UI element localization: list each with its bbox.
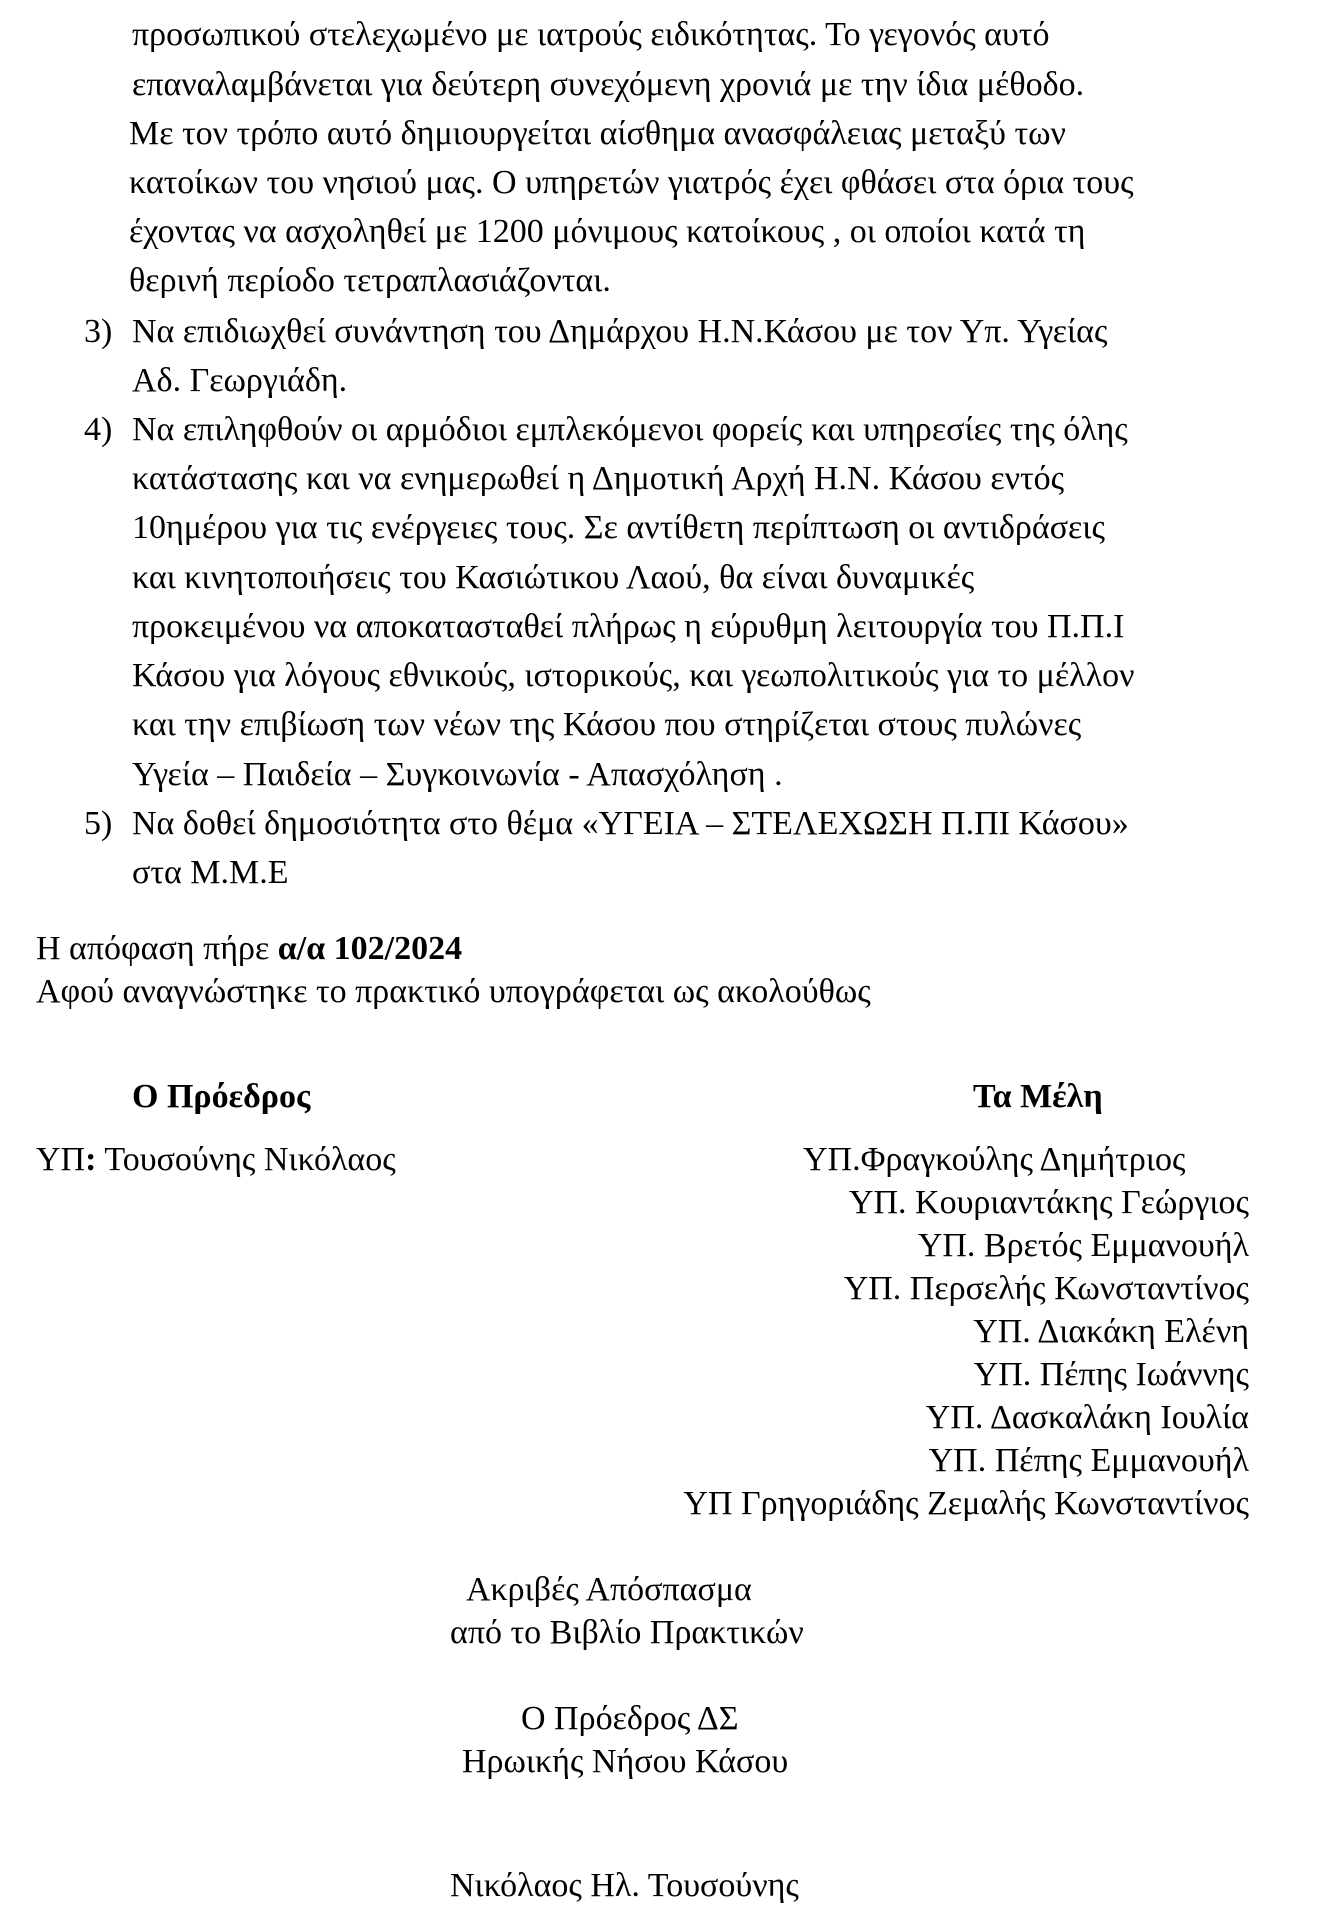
- member-name: ΥΠ. Δασκαλάκη Ιουλία: [925, 1399, 1249, 1436]
- intro-line: επαναλαμβάνεται για δεύτερη συνεχόμενη χρονιά με την ίδια μέθοδο.: [132, 66, 1085, 103]
- president-prefix: ΥΠ: [36, 1141, 86, 1178]
- list-item-number: 5): [84, 805, 113, 842]
- list-item-line: Να επιδιωχθεί συνάντηση του Δημάρχου Η.Ν.Κάσου με τον Υπ. Υγείας: [132, 313, 1108, 350]
- member-name: ΥΠ. Πέπης Εμμανουήλ: [928, 1442, 1249, 1479]
- list-item-number: 4): [84, 411, 113, 448]
- member-name: ΥΠ. Κουριαντάκης Γεώργιος: [848, 1184, 1249, 1221]
- member-name: ΥΠ Γρηγοριάδης Ζεμαλής Κωνσταντίνος: [683, 1485, 1249, 1522]
- president-colon: :: [85, 1141, 97, 1178]
- list-item-line: Υγεία – Παιδεία – Συγκοινωνία - Απασχόληση .: [132, 756, 783, 793]
- extract-line: από το Βιβλίο Πρακτικών: [450, 1614, 804, 1651]
- list-item-line: και κινητοποιήσεις του Κασιώτικου Λαού, θα είναι δυναμικές: [132, 559, 975, 596]
- member-name: ΥΠ. Περσελής Κωνσταντίνος: [843, 1270, 1249, 1307]
- list-item-line: Αδ. Γεωργιάδη.: [132, 362, 348, 399]
- president-name: Τουσούνης Νικόλαος: [96, 1141, 396, 1178]
- intro-line: θερινή περίοδο τετραπλασιάζονται.: [129, 262, 611, 299]
- list-item-line: κατάστασης και να ενημερωθεί η Δημοτική Αρχή Η.Ν. Κάσου εντός: [132, 460, 1065, 497]
- list-item-line: προκειμένου να αποκατασταθεί πλήρως η εύρυθμη λειτουργία του Π.Π.Ι: [132, 608, 1125, 645]
- president-signature: [36, 1143, 396, 1177]
- list-item-number: 3): [84, 313, 113, 350]
- intro-line: κατοίκων του νησιού μας. Ο υπηρετών γιατρός έχει φθάσει στα όρια τους: [129, 164, 1134, 201]
- member-name: ΥΠ. Βρετός Εμμανουήλ: [917, 1227, 1249, 1264]
- list-item-line: και την επιβίωση των νέων της Κάσου που στηρίζεται στους πυλώνες: [132, 706, 1082, 743]
- list-item-line: Να δοθεί δημοσιότητα στο θέμα «ΥΓΕΙΑ – ΣΤΕΛΕΧΩΣΗ Π.ΠΙ Κάσου»: [132, 805, 1129, 842]
- member-name: ΥΠ. Διακάκη Ελένη: [973, 1313, 1249, 1350]
- extract-line: Ακριβές Απόσπασμα: [466, 1571, 752, 1608]
- list-item-line: 10ημέρου για τις ενέργειες τους. Σε αντίθετη περίπτωση οι αντιδράσεις: [132, 509, 1105, 546]
- signatory-name: Νικόλαος Ηλ. Τουσούνης: [450, 1867, 799, 1904]
- list-item-line: Κάσου για λόγους εθνικούς, ιστορικούς, και γεωπολιτικούς για το μέλλον: [132, 657, 1135, 694]
- decision-line: [36, 932, 462, 966]
- after-reading-line: Αφού αναγνώστηκε το πρακτικό υπογράφεται ως ακολούθως: [36, 973, 871, 1010]
- signatory-title: Ηρωικής Νήσου Κάσου: [462, 1743, 789, 1780]
- president-heading: Ο Πρόεδρος: [132, 1078, 311, 1115]
- signatory-title: Ο Πρόεδρος ΔΣ: [521, 1700, 739, 1737]
- decision-number: α/α 102/2024: [277, 930, 463, 967]
- decision-prefix: Η απόφαση πήρε: [36, 930, 278, 967]
- member-name: ΥΠ. Πέπης Ιωάννης: [973, 1356, 1249, 1393]
- intro-line: έχοντας να ασχοληθεί με 1200 μόνιμους κατοίκους , οι οποίοι κατά τη: [129, 213, 1086, 250]
- list-item-line: Να επιληφθούν οι αρμόδιοι εμπλεκόμενοι φορείς και υπηρεσίες της όλης: [132, 411, 1128, 448]
- members-heading: Τα Μέλη: [973, 1078, 1103, 1115]
- intro-line: Με τον τρόπο αυτό δημιουργείται αίσθημα ανασφάλειας μεταξύ των: [129, 115, 1066, 152]
- intro-line: προσωπικού στελεχωμένο με ιατρούς ειδικότητας. Το γεγονός αυτό: [132, 16, 1050, 53]
- member-name: ΥΠ.Φραγκούλης Δημήτριος: [803, 1141, 1186, 1178]
- list-item-line: στα Μ.Μ.Ε: [132, 854, 289, 891]
